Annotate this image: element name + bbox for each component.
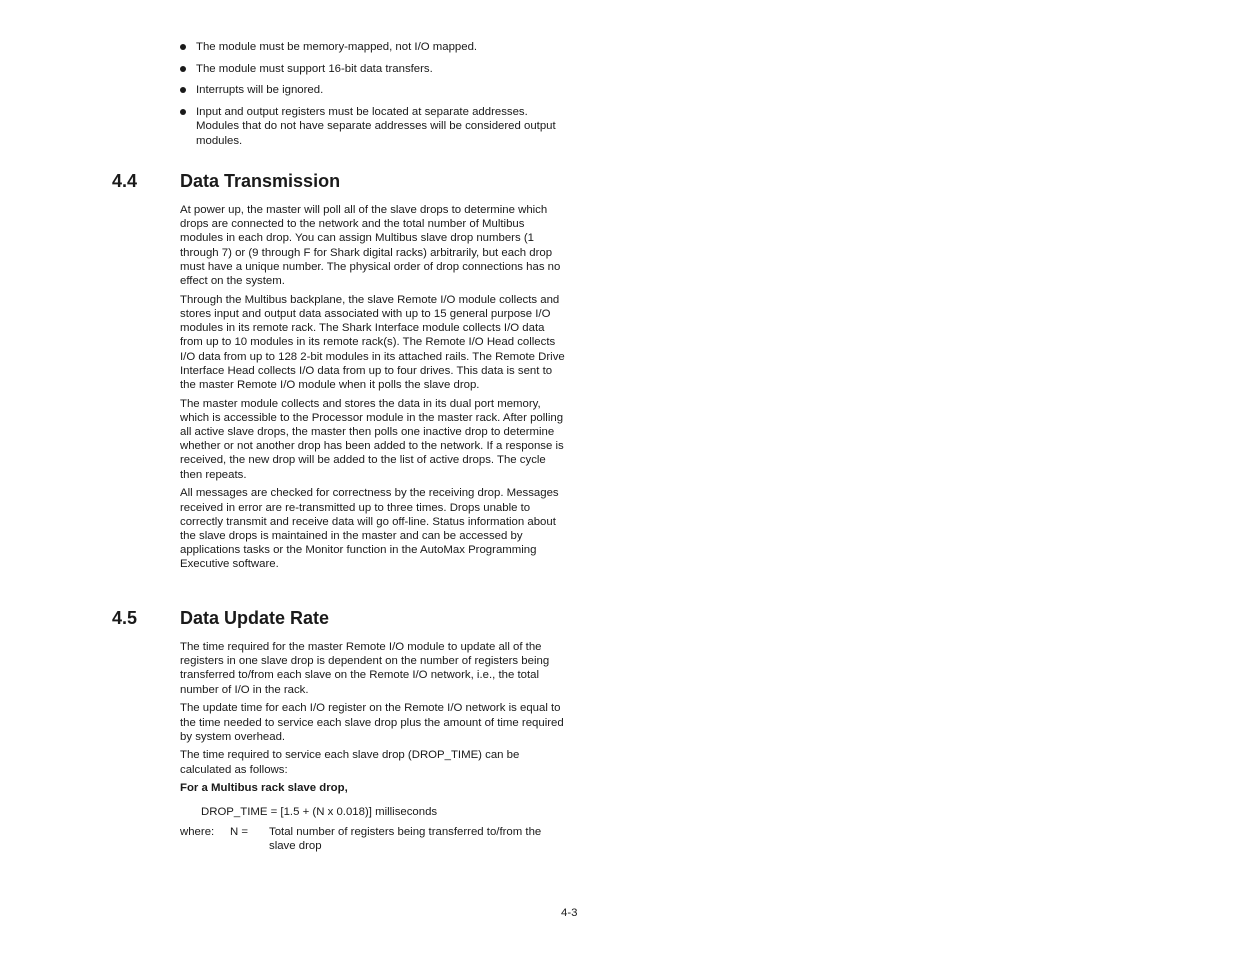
subheading: For a Multibus rack slave drop, <box>180 782 348 795</box>
paragraph: The master module collects and stores the data in its dual port memory, which is accessible to the Processor module in the master rack. After polling all active slave drops, the master then polls one inactive drop to determine whether or not another drop has been added to the network. If a response is received, the new drop will be added to the list of active drops. The cycle then repeats. <box>180 397 564 481</box>
requirements-list <box>180 40 565 155</box>
paragraph: Through the Multibus backplane, the slave Remote I/O module collects and stores input and output data associated with up to 15 general purpose I/O modules in its remote rack. The Shark Interface module collects I/O data from up to 10 modules in its remote rack(s). The Remote I/O Head collects I/O data from up to 128 2-bit modules in its attached rails. The Remote Drive Interface Head collects I/O data from up to four drives. This data is sent to the master Remote I/O module when it polls the slave drop. <box>180 293 565 391</box>
paragraph: The time required to service each slave drop (DROP_TIME) can be calculated as follows: <box>180 749 520 776</box>
section-body-4-4 <box>180 203 565 576</box>
list-item: The module must be memory-mapped, not I/O mapped. <box>180 40 565 54</box>
section-body-4-5 <box>180 640 565 800</box>
paragraph: All messages are checked for correctness by the receiving drop. Messages received in error are re-transmitted up to three times. Drops unable to correctly transmit and receive data will go off-line. Status information about the slave drops is maintained in the master and can be accessed by applications tasks or the Monitor function in the AutoMax Programming Executive software. <box>180 487 559 571</box>
list-item: Input and output registers must be located at separate addresses. Modules that do not have separate addresses will be considered output modules. <box>180 105 565 148</box>
paragraph: The time required for the master Remote I/O module to update all of the registers in one slave drop is dependent on the number of registers being transferred to/from each slave on the Remote I/O network, i.e., the total number of I/O in the rack. <box>180 641 550 696</box>
where-label: where: <box>180 826 215 838</box>
bullet-icon <box>180 44 186 50</box>
list-item: The module must support 16-bit data transfers. <box>180 62 565 76</box>
where-description: Total number of registers being transferred to/from the slave drop <box>269 826 542 853</box>
bullet-icon <box>180 87 186 93</box>
section-title: Data Update Rate <box>180 608 330 628</box>
section-number: 4.4 <box>112 171 138 191</box>
paragraph: At power up, the master will poll all of the slave drops to determine which drops are connected to the network and the total number of Multibus modules in each drop. You can assign Multibus slave drop numbers (1 through 7) or (9 through F for Shark digital racks) arbitrarily, but each drop must have a unique number. The physical order of drop connections has no effect on the system. <box>180 204 561 288</box>
bullet-icon <box>180 109 186 115</box>
section-title: Data Transmission <box>180 171 341 191</box>
page-number: 4-3 <box>561 907 578 919</box>
list-item: Interrupts will be ignored. <box>180 83 565 97</box>
formula: DROP_TIME = [1.5 + (N x 0.018)] milliseconds <box>201 806 438 818</box>
paragraph: The update time for each I/O register on the Remote I/O network is equal to the time needed to service each slave drop plus the amount of time required by system overhead. <box>180 702 564 743</box>
section-heading-4-5 <box>112 607 329 629</box>
section-heading-4-4 <box>112 170 340 192</box>
bullet-icon <box>180 66 186 72</box>
section-number: 4.5 <box>112 608 138 628</box>
where-variable: N = <box>230 826 249 838</box>
